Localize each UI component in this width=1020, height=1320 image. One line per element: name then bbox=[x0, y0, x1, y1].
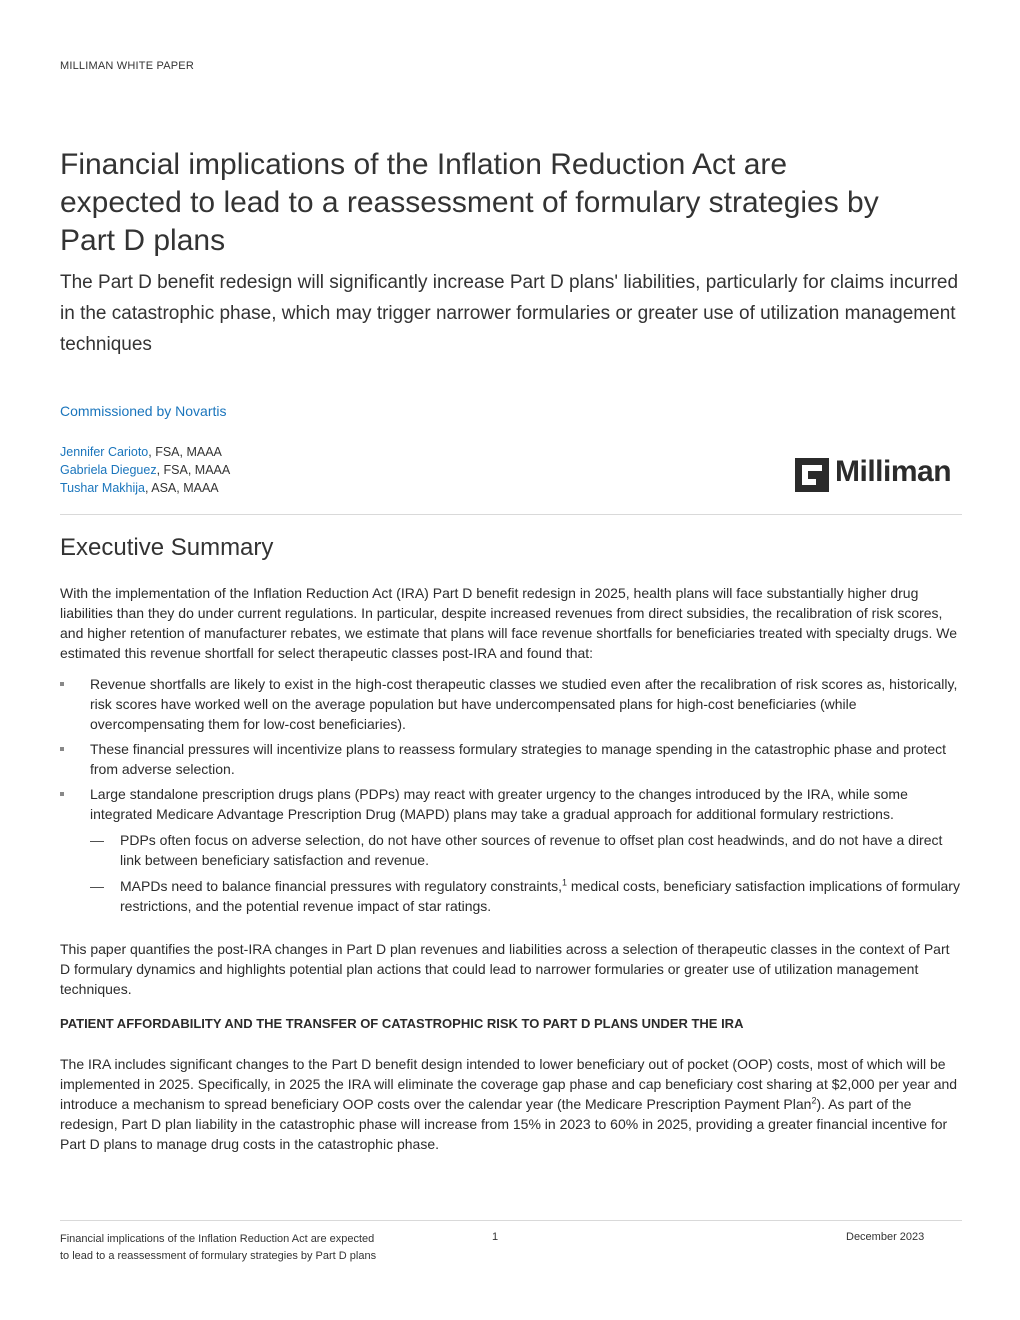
author-credentials: , FSA, MAAA bbox=[156, 463, 231, 477]
author-name-link[interactable]: Tushar Makhija bbox=[60, 481, 145, 495]
header-label: MILLIMAN WHITE PAPER bbox=[60, 60, 194, 72]
author-name-link[interactable]: Jennifer Carioto bbox=[60, 445, 149, 459]
executive-summary-closing: This paper quantifies the post-IRA changes in Part D plan revenues and liabilities across a selection of therapeutic classes in the context of Part D formulary dynamics and highlights potential plan actions that could lead to narrower formularies or greater use of utilization management techniques. bbox=[60, 941, 950, 997]
milliman-logo-mark-icon bbox=[795, 458, 829, 492]
footer-date: December 2023 bbox=[846, 1231, 925, 1243]
footer-title-line: Financial implications of the Inflation Reduction Act are expected bbox=[60, 1233, 375, 1245]
sub-list-item-text: medical costs, beneficiary satisfaction implications of formulary restrictions, and the potential revenue impact of star ratings. bbox=[120, 878, 960, 914]
list-item bbox=[60, 784, 962, 916]
footnote-ref-link[interactable]: 2 bbox=[811, 1095, 817, 1106]
author-row bbox=[60, 479, 230, 497]
sub-list-item bbox=[90, 830, 962, 870]
paragraph-text: ). As part of the redesign, Part D plan liability in the catastrophic phase will increase from 15% in 2023 to 60% in 2025, providing a greater financial incentive for Part D plans to manage drug costs in the catastrophic phase. bbox=[60, 1096, 948, 1152]
author-credentials: , FSA, MAAA bbox=[148, 445, 222, 459]
list-item bbox=[60, 674, 962, 734]
section-heading-executive-summary: Executive Summary bbox=[60, 534, 274, 561]
footnote-ref-link[interactable]: 1 bbox=[562, 877, 568, 888]
bullet-icon bbox=[60, 682, 64, 686]
section-heading-patient-affordability: PATIENT AFFORDABILITY AND THE TRANSFER OF CATASTROPHIC RISK TO PART D PLANS UNDER THE IRA bbox=[60, 1016, 744, 1031]
author-name-link[interactable]: Gabriela Dieguez bbox=[60, 463, 157, 477]
milliman-logo bbox=[795, 455, 965, 494]
subtitle: The Part D benefit redesign will significantly increase Part D plans' liabilities, particularly for claims incurred in the catastrophic phase, which may trigger narrower formularies or greater use of utilization management techniques bbox=[60, 272, 959, 355]
author-row bbox=[60, 461, 230, 479]
sub-list-item-text: PDPs often focus on adverse selection, do not have other sources of revenue to offset plan cost headwinds, and do not have a direct link between beneficiary satisfaction and revenue. bbox=[120, 832, 943, 868]
paragraph-text: The IRA includes significant changes to the Part D benefit design intended to lower beneficiary out of pocket (OOP) costs, most of which will be implemented in 2025. Specifically, in 2025 the IRA will eliminate the coverage gap phase and cap beneficiary cost sharing at $2,000 per year and introduce a mechanism to spread beneficiary OOP costs over the calendar year (the Medicare Prescription Payment Plan bbox=[60, 1056, 958, 1112]
footer-title bbox=[60, 1231, 420, 1265]
bullet-icon bbox=[60, 792, 64, 796]
page-title: Financial implications of the Inflation Reduction Act are expected to lead to a reassessment of formulary strategies by Part D plans bbox=[60, 148, 879, 257]
author-row bbox=[60, 443, 230, 461]
commissioned-by-link[interactable]: Commissioned by Novartis bbox=[60, 403, 227, 419]
patient-affordability-paragraph bbox=[60, 1054, 960, 1154]
author-list bbox=[60, 443, 230, 497]
list-item-text: Revenue shortfalls are likely to exist in the high-cost therapeutic classes we studied even after the recalibration of risk scores as, historically, risk scores have worked well on the average population but have undercompensated plans for high-cost beneficiaries (while overcompensating them for low-cost beneficiaries). bbox=[90, 676, 958, 732]
sub-bullet-list bbox=[90, 830, 962, 916]
bullet-icon bbox=[60, 747, 64, 751]
divider bbox=[60, 514, 962, 515]
list-item-text: These financial pressures will incentivize plans to reassess formulary strategies to manage spending in the catastrophic phase and protect from adverse selection. bbox=[90, 741, 947, 777]
page-number: 1 bbox=[492, 1231, 499, 1243]
dash-icon: — bbox=[90, 878, 104, 894]
executive-summary-intro: With the implementation of the Inflation Reduction Act (IRA) Part D benefit redesign in 2025, health plans will face substantially higher drug liabilities than they do under current regulations. In particular, despite increased revenues from direct subsidies, the recalibration of risk scores, and higher retention of manufacturer rebates, we estimate that plans will face revenue shortfalls for beneficiaries treated with specialty drugs. We estimated this revenue shortfall for select therapeutic classes post-IRA and found that: bbox=[60, 585, 957, 661]
executive-summary-bullets bbox=[60, 674, 962, 922]
sub-list-item bbox=[90, 876, 962, 916]
footer-divider bbox=[60, 1220, 962, 1221]
logo-wordmark: Milliman bbox=[835, 455, 952, 488]
list-item bbox=[60, 739, 962, 779]
list-item-text: Large standalone prescription drugs plans (PDPs) may react with greater urgency to the changes introduced by the IRA, while some integrated Medicare Advantage Prescription Drug (MAPD) plans may take a gradual approach for additional formulary restrictions. bbox=[90, 786, 908, 822]
footer-title-line: to lead to a reassessment of formulary strategies by Part D plans bbox=[60, 1250, 377, 1262]
dash-icon: — bbox=[90, 832, 104, 848]
sub-list-item-text: MAPDs need to balance financial pressures with regulatory constraints, bbox=[120, 878, 562, 894]
author-credentials: , ASA, MAAA bbox=[145, 481, 219, 495]
